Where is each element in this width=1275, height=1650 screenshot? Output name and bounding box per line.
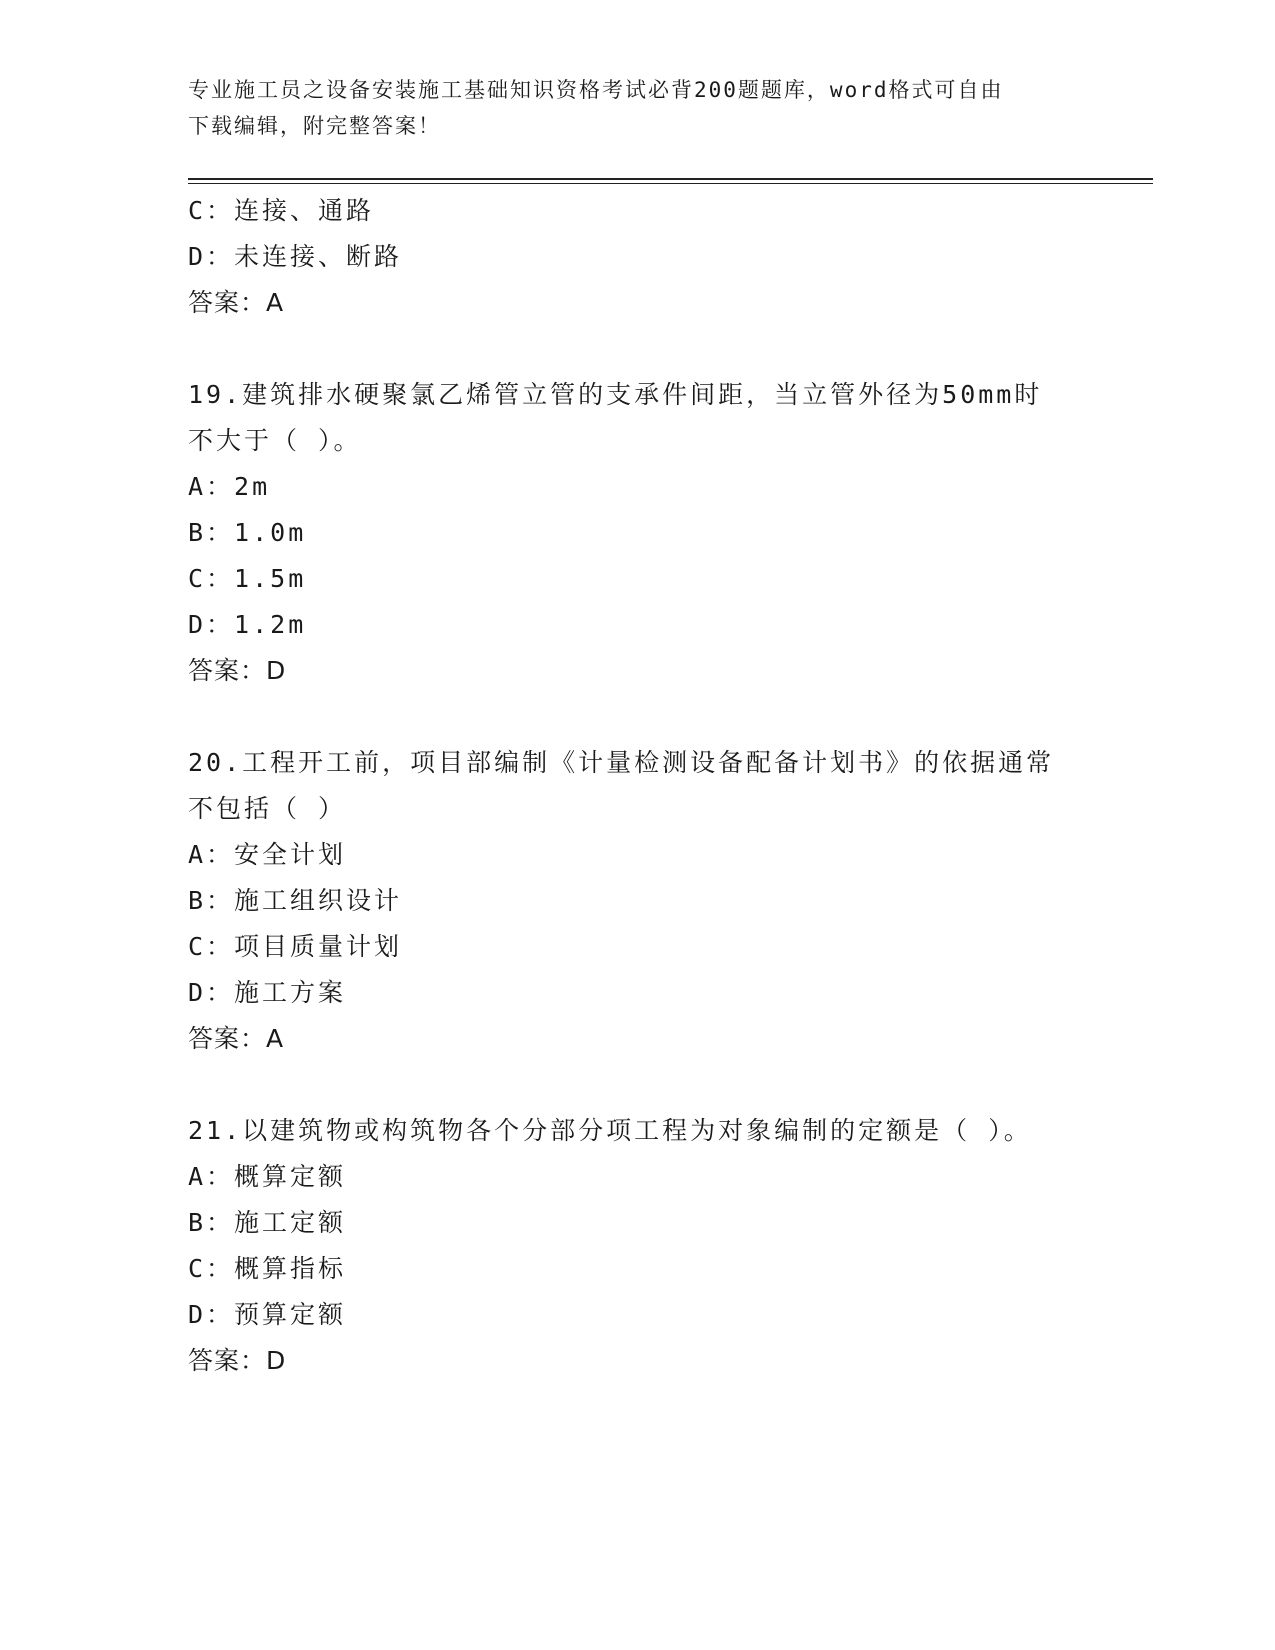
option-c: C：1.5m — [188, 564, 307, 593]
question-stem-line-2: 不大于（ ）。 — [188, 426, 362, 455]
header-divider-thin — [188, 183, 1153, 184]
question-stem-line-2: 不包括（ ） — [188, 794, 347, 823]
question-20 — [188, 740, 1088, 1062]
answer-line: 答案：A — [188, 1024, 285, 1053]
spacer — [188, 694, 1088, 740]
document-body — [188, 188, 1088, 1384]
option-c: C：连接、通路 — [188, 196, 375, 225]
question-stem-line-1: 20.工程开工前，项目部编制《计量检测设备配备计划书》的依据通常 — [188, 748, 1055, 777]
option-a: A：概算定额 — [188, 1162, 347, 1191]
option-d: D：施工方案 — [188, 978, 347, 1007]
answer-line: 答案：A — [188, 288, 285, 317]
question-21 — [188, 1108, 1088, 1384]
header-line-2: 下载编辑，附完整答案！ — [188, 114, 441, 138]
option-a: A：安全计划 — [188, 840, 347, 869]
question-19 — [188, 372, 1088, 694]
document-header — [188, 72, 1068, 144]
option-b: B：施工组织设计 — [188, 886, 403, 915]
option-d: D：预算定额 — [188, 1300, 347, 1329]
option-a: A：2m — [188, 472, 271, 501]
option-c: C：项目质量计划 — [188, 932, 403, 961]
question-18-continuation — [188, 188, 1088, 326]
spacer — [188, 1062, 1088, 1108]
option-b: B：施工定额 — [188, 1208, 347, 1237]
option-d: D：1.2m — [188, 610, 307, 639]
answer-line: 答案：D — [188, 656, 287, 685]
question-stem-line-1: 21.以建筑物或构筑物各个分部分项工程为对象编制的定额是（ ）。 — [188, 1116, 1032, 1145]
header-line-1: 专业施工员之设备安装施工基础知识资格考试必背200题题库，word格式可自由 — [188, 78, 1004, 102]
answer-line: 答案：D — [188, 1346, 287, 1375]
header-divider-thick — [188, 178, 1153, 180]
spacer — [188, 326, 1088, 372]
option-c: C：概算指标 — [188, 1254, 347, 1283]
option-d: D：未连接、断路 — [188, 242, 403, 271]
question-stem-line-1: 19.建筑排水硬聚氯乙烯管立管的支承件间距，当立管外径为50mm时 — [188, 380, 1043, 409]
option-b: B：1.0m — [188, 518, 307, 547]
